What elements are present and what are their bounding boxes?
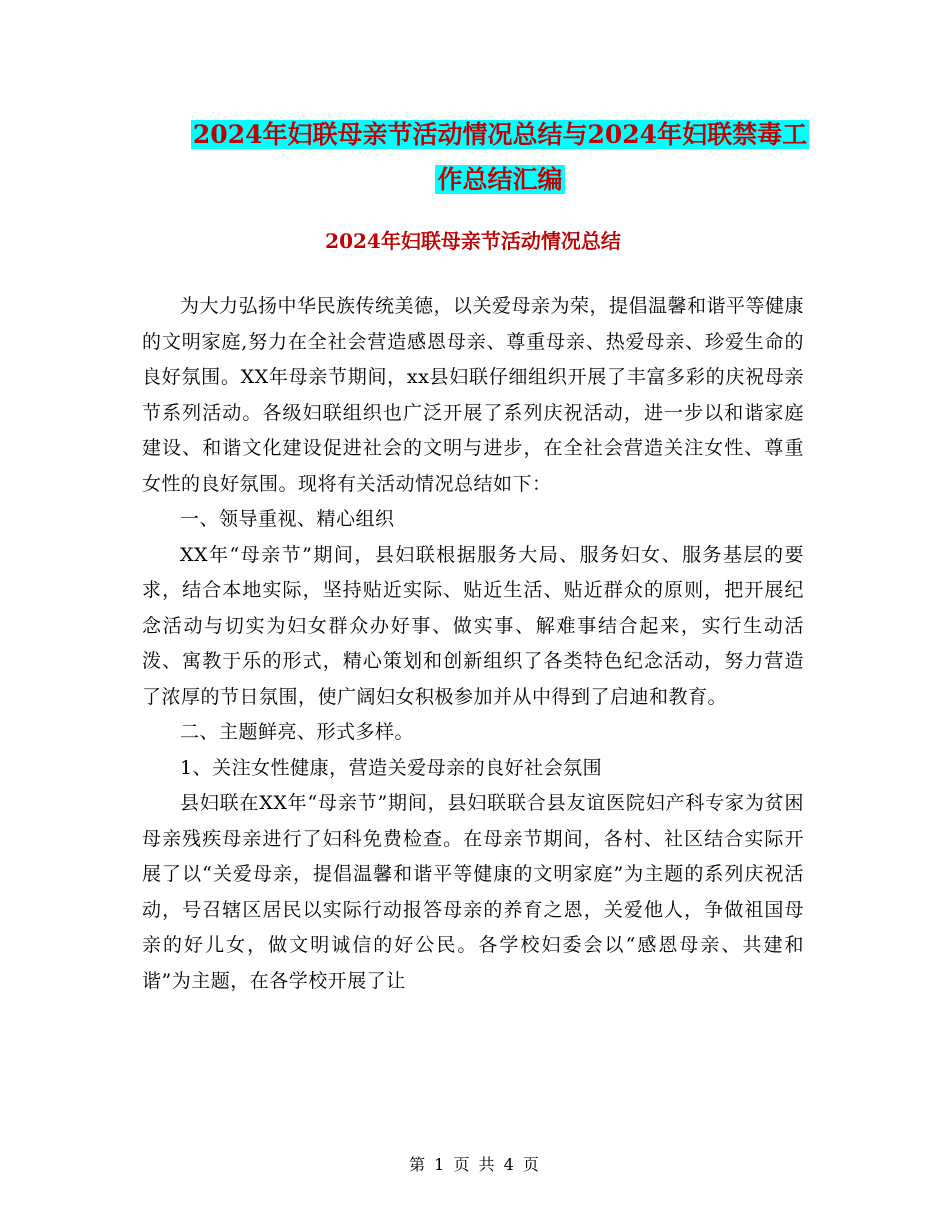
body-text (142, 289, 804, 999)
paragraph-intro: 为大力弘扬中华民族传统美德，以关爱母亲为荣，提倡温馨和谐平等健康的文明家庭,努力在全社会营造感恩母亲、尊重母亲、热爱母亲、珍爱生命的良好氛围。XX年母亲节期间，xx县妇联仔细组织开展了丰富多彩的庆祝母亲节系列活动。各级妇联组织也广泛开展了系列庆祝活动，进一步以和谐家庭建设、和谐文化建设促进社会的文明与进步，在全社会营造关注女性、尊重女性的良好氛围。现将有关活动情况总结如下： (142, 295, 805, 495)
section-title: 2024年妇联母亲节活动情况总结 (325, 229, 621, 253)
paragraph-leadership: XX年“母亲节”期间，县妇联根据服务大局、服务妇女、服务基层的要求，结合本地实际，坚持贴近实际、贴近生活、贴近群众的原则，把开展纪念活动与切实为妇女群众办好事、做实事、解难事结合起来，实行生动活泼、寓教于乐的形式，精心策划和创新组织了各类特色纪念活动，努力营造了浓厚的节日氛围，使广阔妇女积极参加并从中得到了启迪和教育。 (142, 543, 804, 708)
page-footer: 第 1 页 共 4 页 (409, 1155, 541, 1174)
heading-leadership: 一、领导重视、精心组织 (180, 508, 395, 530)
main-title-line-2: 作总结汇编 (437, 165, 563, 194)
main-title-line-1: 2024年妇联母亲节活动情况总结与2024年妇联禁毒工 (192, 120, 808, 149)
document-main-title (150, 112, 850, 202)
heading-themes: 二、主题鲜亮、形式多样。 (180, 721, 415, 743)
paragraph-health: 县妇联在XX年“母亲节”期间，县妇联联合县友谊医院妇产科专家为贫困母亲残疾母亲进行了妇科免费检查。在母亲节期间，各村、社区结合实际开展了以“关爱母亲，提倡温馨和谐平等健康的文明家庭”为主题的系列庆祝活动，号召辖区居民以实际行动报答母亲的养育之恩，关爱他人，争做祖国母亲的好儿女，做文明诚信的好公民。各学校妇委会以“感恩母亲、共建和谐”为主题，在各学校开展了让 (142, 792, 804, 992)
subheading-health: 1、关注女性健康，营造关爱母亲的良好社会氛围 (180, 756, 603, 779)
